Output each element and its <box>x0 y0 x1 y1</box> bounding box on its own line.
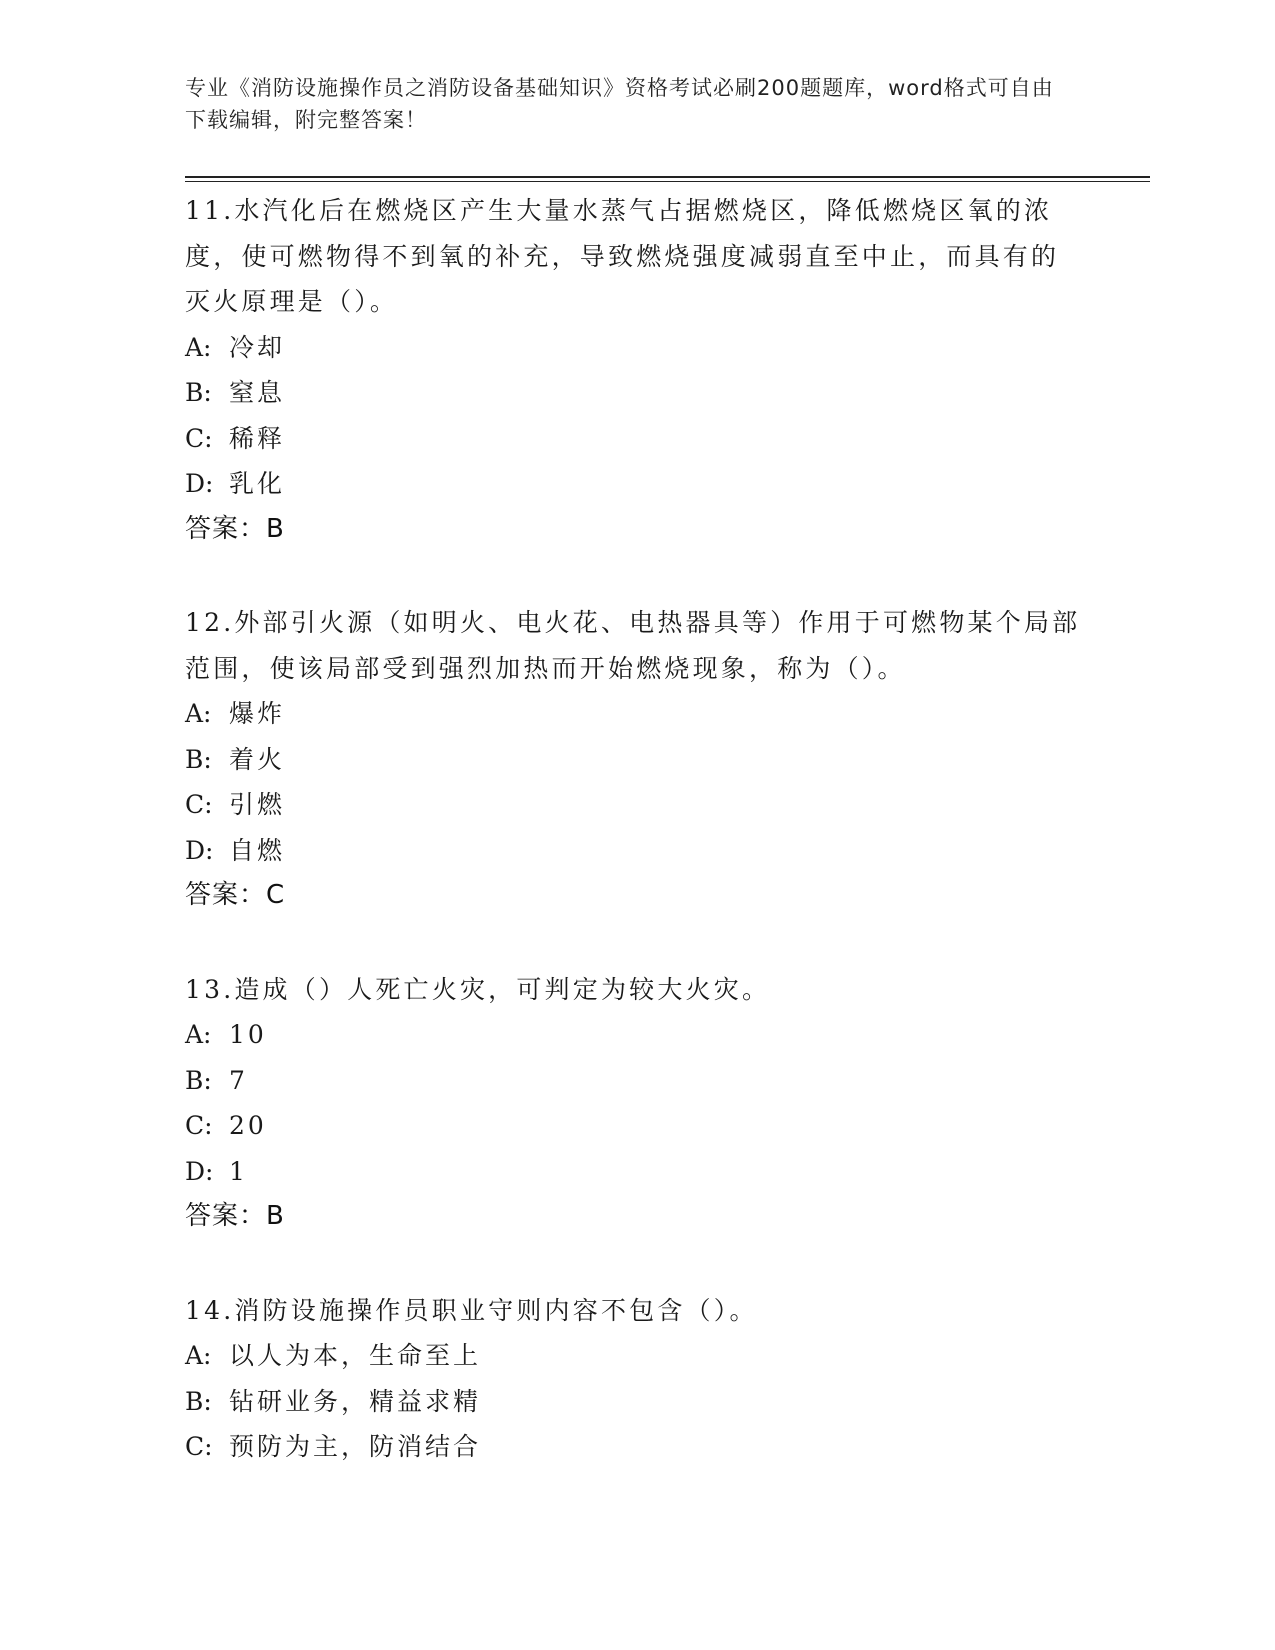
option-d <box>185 828 1085 874</box>
question-stem: 13.造成（）人死亡火灾，可判定为较大火灾。 <box>185 974 771 1004</box>
question-14 <box>185 1288 1085 1470</box>
option-letter: A: <box>185 699 212 728</box>
option-b <box>185 1379 1085 1425</box>
option-letter: B: <box>185 378 212 407</box>
option-b <box>185 1058 1085 1104</box>
answer-label: 答案： <box>185 880 267 910</box>
option-c <box>185 416 1085 462</box>
question-11 <box>185 188 1085 552</box>
option-text: 着火 <box>229 744 286 774</box>
header-divider-thin <box>185 181 1150 182</box>
option-letter: C: <box>185 423 213 453</box>
option-a <box>185 1333 1085 1379</box>
option-d <box>185 1149 1085 1195</box>
option-text: 预防为主，防消结合 <box>229 1432 482 1461</box>
question-list <box>185 188 1085 1518</box>
option-text: 以人为本，生命至上 <box>229 1341 482 1370</box>
option-letter: C: <box>185 790 213 819</box>
option-text: 10 <box>229 1020 267 1049</box>
option-text: 引燃 <box>229 790 286 819</box>
option-c <box>185 1424 1085 1470</box>
option-letter: C: <box>185 1111 213 1140</box>
answer-value: B <box>266 1201 285 1231</box>
option-b <box>185 737 1085 783</box>
question-13 <box>185 967 1085 1240</box>
option-text: 冷却 <box>229 332 286 362</box>
option-letter: B: <box>185 1386 212 1416</box>
option-letter: D: <box>185 1156 214 1186</box>
option-a <box>185 1012 1085 1058</box>
answer-line <box>185 507 1085 553</box>
option-a <box>185 325 1085 371</box>
option-c <box>185 782 1085 828</box>
option-text: 20 <box>229 1111 267 1140</box>
answer-label: 答案： <box>185 513 267 544</box>
answer-line <box>185 1194 1085 1240</box>
option-text: 钻研业务，精益求精 <box>229 1386 482 1416</box>
option-text: 爆炸 <box>229 699 286 728</box>
option-text: 7 <box>229 1065 248 1095</box>
option-letter: B: <box>185 744 212 774</box>
answer-value: B <box>266 513 285 544</box>
option-text: 乳化 <box>229 469 286 498</box>
option-letter: A: <box>185 332 212 362</box>
option-a <box>185 691 1085 737</box>
question-12 <box>185 600 1085 919</box>
answer-value: C <box>266 880 286 910</box>
question-stem: 12.外部引火源（如明火、电火花、电热器具等）作用于可燃物某个局部范围，使该局部受到强烈加热而开始燃烧现象，称为（）。 <box>185 608 1081 683</box>
option-letter: A: <box>185 1341 212 1370</box>
answer-line <box>185 873 1085 919</box>
answer-label: 答案： <box>185 1201 267 1231</box>
option-text: 稀释 <box>229 423 286 453</box>
option-b <box>185 370 1085 416</box>
option-letter: D: <box>185 835 214 865</box>
question-stem: 14.消防设施操作员职业守则内容不包含（）。 <box>185 1295 758 1325</box>
option-text: 自燃 <box>229 835 286 865</box>
option-letter: C: <box>185 1432 213 1461</box>
option-text: 窒息 <box>229 378 286 407</box>
option-letter: A: <box>185 1020 212 1049</box>
option-letter: B: <box>185 1065 212 1095</box>
option-letter: D: <box>185 469 214 498</box>
header-divider-thick <box>185 176 1150 178</box>
option-d <box>185 461 1085 507</box>
question-stem: 11.水汽化后在燃烧区产生大量水蒸气占据燃烧区，降低燃烧区氧的浓度，使可燃物得不到氧的补充，导致燃烧强度减弱直至中止，而具有的灭火原理是（）。 <box>185 196 1060 316</box>
document-header: 专业《消防设施操作员之消防设备基础知识》资格考试必刷200题题库，word格式可自由下载编辑，附完整答案！ <box>185 76 1054 132</box>
option-text: 1 <box>229 1156 248 1186</box>
option-c <box>185 1103 1085 1149</box>
